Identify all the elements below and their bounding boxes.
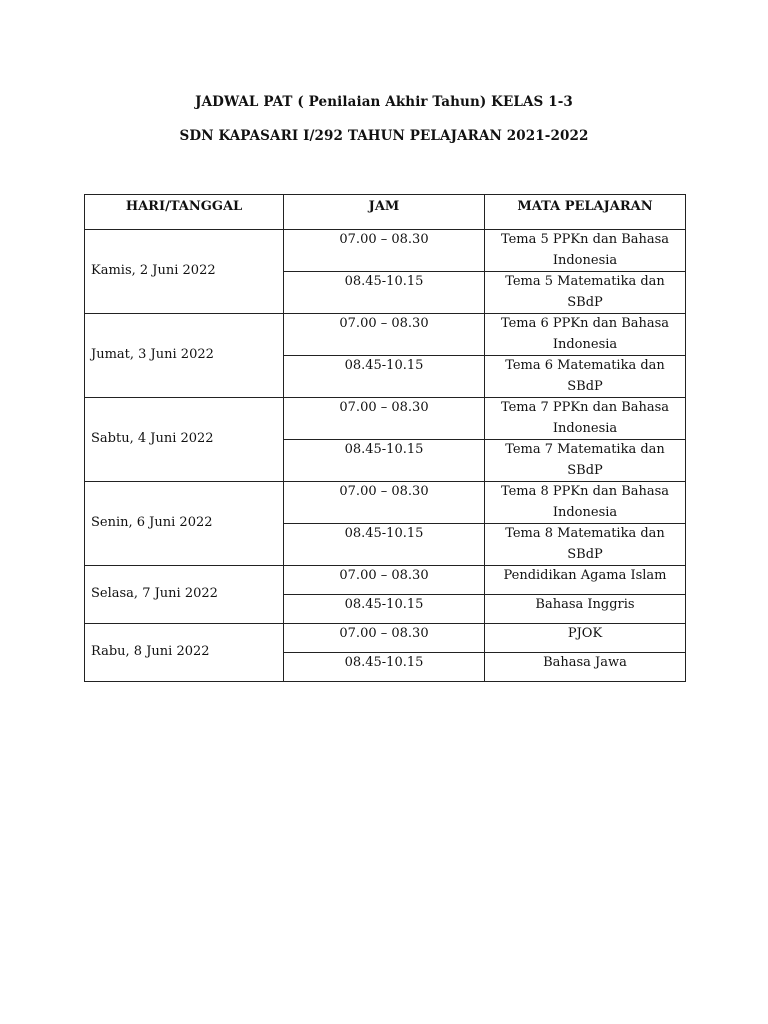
subject-cell: Pendidikan Agama Islam — [485, 566, 686, 595]
header-jam: JAM — [284, 195, 485, 230]
table-row — [85, 230, 686, 272]
time-cell: 07.00 – 08.30 — [284, 314, 485, 356]
time-cell: 08.45-10.15 — [284, 440, 485, 482]
day-cell: Rabu, 8 Juni 2022 — [85, 624, 284, 682]
subject-cell: Tema 5 PPKn dan Bahasa Indonesia — [485, 230, 686, 272]
time-cell: 07.00 – 08.30 — [284, 398, 485, 440]
time-cell: 07.00 – 08.30 — [284, 482, 485, 524]
day-cell: Selasa, 7 Juni 2022 — [85, 566, 284, 624]
table-row — [85, 314, 686, 356]
document-title: JADWAL PAT ( Penilaian Akhir Tahun) KELAS 1-3 — [195, 94, 573, 110]
day-cell: Sabtu, 4 Juni 2022 — [85, 398, 284, 482]
subject-cell: Tema 8 Matematika dan SBdP — [485, 524, 686, 566]
day-cell: Senin, 6 Juni 2022 — [85, 482, 284, 566]
subject-cell: Tema 7 Matematika dan SBdP — [485, 440, 686, 482]
document-subtitle: SDN KAPASARI I/292 TAHUN PELAJARAN 2021-2022 — [179, 128, 589, 144]
time-cell: 07.00 – 08.30 — [284, 566, 485, 595]
header-hari-tanggal: HARI/TANGGAL — [85, 195, 284, 230]
table-row — [85, 482, 686, 524]
header-mata-pelajaran: MATA PELAJARAN — [485, 195, 686, 230]
time-cell: 08.45-10.15 — [284, 524, 485, 566]
subject-cell: Tema 6 Matematika dan SBdP — [485, 356, 686, 398]
subject-cell: Bahasa Inggris — [485, 595, 686, 624]
time-cell: 07.00 – 08.30 — [284, 230, 485, 272]
subject-cell: Tema 7 PPKn dan Bahasa Indonesia — [485, 398, 686, 440]
table-row — [85, 566, 686, 595]
subject-cell: Tema 6 PPKn dan Bahasa Indonesia — [485, 314, 686, 356]
header-row — [85, 195, 686, 230]
day-cell: Jumat, 3 Juni 2022 — [85, 314, 284, 398]
day-cell: Kamis, 2 Juni 2022 — [85, 230, 284, 314]
schedule-table — [84, 194, 686, 682]
table-row — [85, 398, 686, 440]
subject-cell: Tema 5 Matematika dan SBdP — [485, 272, 686, 314]
table-row — [85, 624, 686, 653]
time-cell: 08.45-10.15 — [284, 356, 485, 398]
subject-cell: PJOK — [485, 624, 686, 653]
time-cell: 07.00 – 08.30 — [284, 624, 485, 653]
subject-cell: Tema 8 PPKn dan Bahasa Indonesia — [485, 482, 686, 524]
subject-cell: Bahasa Jawa — [485, 653, 686, 682]
time-cell: 08.45-10.15 — [284, 272, 485, 314]
time-cell: 08.45-10.15 — [284, 653, 485, 682]
time-cell: 08.45-10.15 — [284, 595, 485, 624]
